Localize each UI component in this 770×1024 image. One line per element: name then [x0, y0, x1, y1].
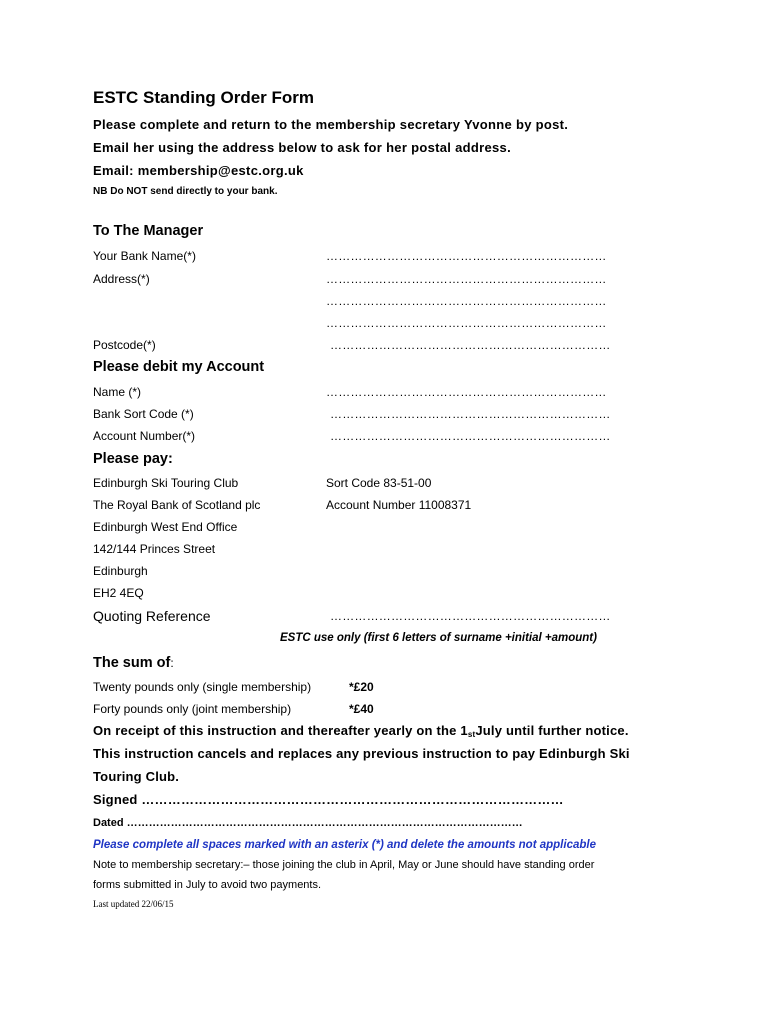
instruction-line-2: This instruction cancels and replaces any previous instruction to pay Edinburgh Ski	[93, 746, 630, 761]
account-number-field[interactable]: ……………………………………………………………	[330, 429, 611, 443]
sort-code-field[interactable]: ……………………………………………………………	[330, 407, 611, 421]
asterix-note: Please complete all spaces marked with an asterix (*) and delete the amounts not applicable	[93, 839, 596, 851]
signed-field[interactable]: Signed ……………………………………………………………………………………	[93, 792, 564, 807]
single-membership-label: Twenty pounds only (single membership)	[93, 680, 312, 694]
joint-membership-amount[interactable]: *£40	[349, 702, 374, 716]
sum-heading-colon: :	[170, 656, 174, 670]
secretary-note-line-1: Note to membership secretary:– those joining the club in April, May or June should have standing order	[93, 859, 595, 871]
email-line: Email: membership@estc.org.uk	[93, 163, 304, 178]
ordinal-suffix: st	[467, 730, 476, 739]
payee-line: The Royal Bank of Scotland plc	[93, 498, 261, 512]
nb-warning: NB Do NOT send directly to your bank.	[93, 186, 278, 197]
last-updated: Last updated 22/06/15	[93, 899, 174, 909]
account-name-field[interactable]: ……………………………………………………………	[326, 385, 607, 399]
pay-heading: Please pay:	[93, 451, 173, 467]
bank-name-label: Your Bank Name(*)	[93, 249, 196, 263]
address-field-1[interactable]: ……………………………………………………………	[326, 272, 607, 286]
address-field-3[interactable]: ……………………………………………………………	[326, 316, 607, 330]
account-name-label: Name (*)	[93, 385, 142, 399]
instruction-line-1-a: On receipt of this instruction and thereafter yearly on the 1	[93, 723, 468, 738]
instruction-line-3: Touring Club.	[93, 769, 180, 784]
sum-heading-text: The sum of	[93, 655, 171, 671]
postcode-label: Postcode(*)	[93, 338, 156, 352]
payee-sort-code: Sort Code 83-51-00	[326, 476, 432, 490]
sum-heading	[93, 654, 174, 672]
form-title: ESTC Standing Order Form	[93, 88, 315, 107]
intro-line-1: Please complete and return to the membership secretary Yvonne by post.	[93, 117, 569, 132]
payee-line: Edinburgh Ski Touring Club	[93, 476, 239, 490]
estc-use-note: ESTC use only (first 6 letters of surname +initial +amount)	[280, 632, 597, 644]
bank-name-field[interactable]: ……………………………………………………………	[326, 249, 607, 263]
instruction-line-1-b: July until further notice.	[475, 723, 629, 738]
postcode-field[interactable]: ……………………………………………………………	[330, 338, 611, 352]
intro-line-2: Email her using the address below to ask for her postal address.	[93, 140, 511, 155]
instruction-line-1	[93, 723, 629, 739]
payee-line: Edinburgh	[93, 564, 148, 578]
address-field-2[interactable]: ……………………………………………………………	[326, 294, 607, 308]
dated-field[interactable]: Dated ………………………………………………………………………………………………	[93, 817, 523, 829]
quoting-reference-field[interactable]: ……………………………………………………………	[330, 609, 611, 623]
sort-code-label: Bank Sort Code (*)	[93, 407, 194, 421]
payee-account-number: Account Number 11008371	[326, 498, 472, 512]
address-label: Address(*)	[93, 272, 150, 286]
debit-heading: Please debit my Account	[93, 359, 265, 375]
manager-heading: To The Manager	[93, 223, 204, 239]
payee-line: EH2 4EQ	[93, 586, 144, 600]
payee-line: Edinburgh West End Office	[93, 520, 238, 534]
secretary-note-line-2: forms submitted in July to avoid two payments.	[93, 879, 322, 891]
quoting-reference-label: Quoting Reference	[93, 608, 211, 624]
account-number-label: Account Number(*)	[93, 429, 196, 443]
payee-line: 142/144 Princes Street	[93, 542, 216, 556]
joint-membership-label: Forty pounds only (joint membership)	[93, 702, 292, 716]
single-membership-amount[interactable]: *£20	[349, 680, 374, 694]
